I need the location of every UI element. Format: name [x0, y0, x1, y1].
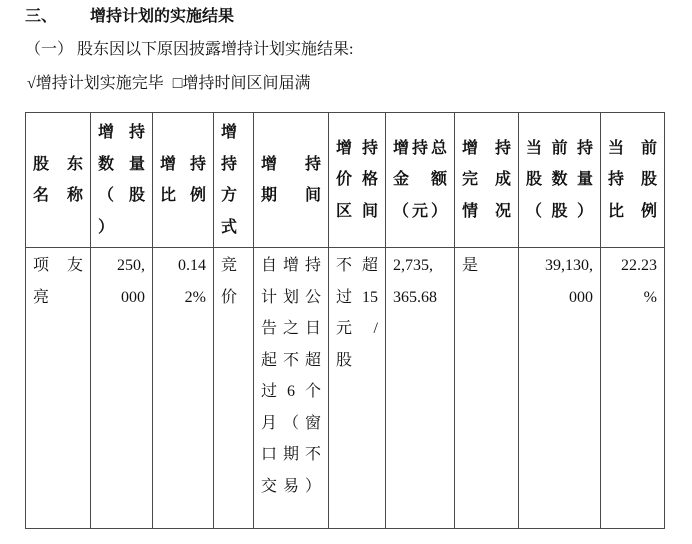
header-increase-method: 增 持 方 式 [214, 113, 254, 248]
section-title: 增持计划的实施结果 [90, 8, 235, 25]
cell-completion-status: 是 [455, 248, 519, 529]
cell-increase-method: 竞 价 [214, 248, 254, 529]
cell-current-holding-ratio: 22.23 % [601, 248, 665, 529]
header-increase-ratio: 增持 比例 [153, 113, 214, 248]
cell-increase-quantity: 250, 000 [91, 248, 153, 529]
increase-results-table [25, 112, 665, 529]
cell-increase-ratio: 0.14 2% [153, 248, 214, 529]
header-shareholder-name: 股东 名称 [26, 113, 91, 248]
option-period-expired: □增持时间区间届满 [172, 75, 311, 92]
header-current-holding-quantity: 当前持 股数量 （股） [519, 113, 601, 248]
cell-price-range: 不超 过15 元/ 股 [329, 248, 386, 529]
header-current-holding-ratio: 当前 持股 比例 [601, 113, 665, 248]
section-number: 三、 [25, 8, 58, 25]
section-subtitle: （一） 股东因以下原因披露增持计划实施结果: [25, 41, 354, 58]
option-plan-completed: √增持计划实施完毕 [27, 75, 164, 92]
cell-shareholder-name: 项友 亮 [26, 248, 91, 529]
cell-current-holding-quantity: 39,130, 000 [519, 248, 601, 529]
header-completion-status: 增持 完成 情况 [455, 113, 519, 248]
check-options-line [27, 74, 310, 94]
header-total-amount: 增持总 金额 （元） [386, 113, 455, 248]
header-increase-quantity: 增持 数量 （股 ） [91, 113, 153, 248]
header-price-range: 增持 价格 区间 [329, 113, 386, 248]
cell-increase-period: 自增持 计划公 告之日 起不超 过6个 月（窗 口期不 交易） [254, 248, 329, 529]
header-increase-period: 增持 期间 [254, 113, 329, 248]
cell-total-amount: 2,735, 365.68 [386, 248, 455, 529]
page-title [25, 6, 234, 28]
